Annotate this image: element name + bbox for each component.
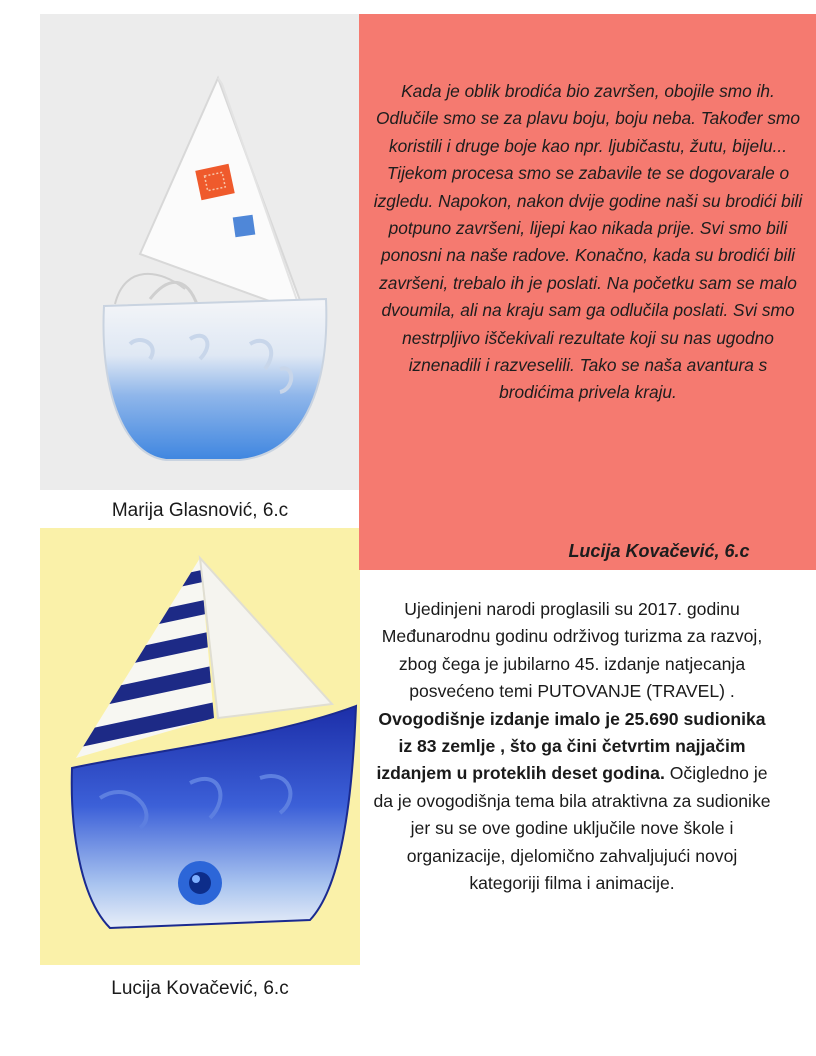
photo-sailboat-light	[40, 14, 359, 490]
info-outro: Očigledno je da je ovogodišnja tema bila atraktivna za sudionike jer su se ove godine uključile nove škole i organizacije, djelomično zahvaljujući novoj kategoriji filma i animacije.	[373, 763, 771, 894]
story-author: Lucija Kovačević, 6.c	[568, 541, 750, 561]
sailboat-light-illustration	[40, 14, 359, 490]
story-panel	[359, 14, 816, 570]
story-text: Kada je oblik brodića bio završen, obojile smo ih. Odlučile smo se za plavu boju, boju neba. Također smo koristili i druge boje kao npr. ljubičastu, žutu, bijelu... Tijekom procesa smo se zabavile te se dogovarale o izgledu. Napokon, nakon dvije godine naši su brodići bili potpuno završeni, lijepi kao nikada prije. Svi smo bili ponosni na naše radove. Konačno, kada su brodići bili završeni, trebalo ih je poslati. Na početku sam se malo dvoumila, ali na kraju sam ga odlučila poslati. Svi smo nestrpljivo iščekivali rezultate koji su nas ugodno iznenadili i razveselili. Tako se naša avantura s brodićima privela kraju.	[373, 81, 803, 403]
info-highlight: Ovogodišnje izdanje imalo je 25.690 sudionika iz 83 zemlje , što ga čini četvrtim najjačim izdanjem u proteklih deset godina.	[376, 708, 766, 784]
photo-sailboat-dark	[40, 528, 360, 965]
photo-caption-lucija: Lucija Kovačević, 6.c	[111, 978, 289, 999]
sailboat-dark-illustration	[40, 528, 360, 965]
photo-caption-marija: Marija Glasnović, 6.c	[111, 500, 289, 521]
info-intro: Ujedinjeni narodi proglasili su 2017. godinu Međunarodnu godinu održivog turizma za razvoj, zbog čega je jubilarno 45. izdanje natjecanja posvećeno temi PUTOVANJE (TRAVEL) .	[381, 599, 763, 702]
competition-info	[372, 596, 772, 897]
blue-patch	[233, 215, 256, 238]
